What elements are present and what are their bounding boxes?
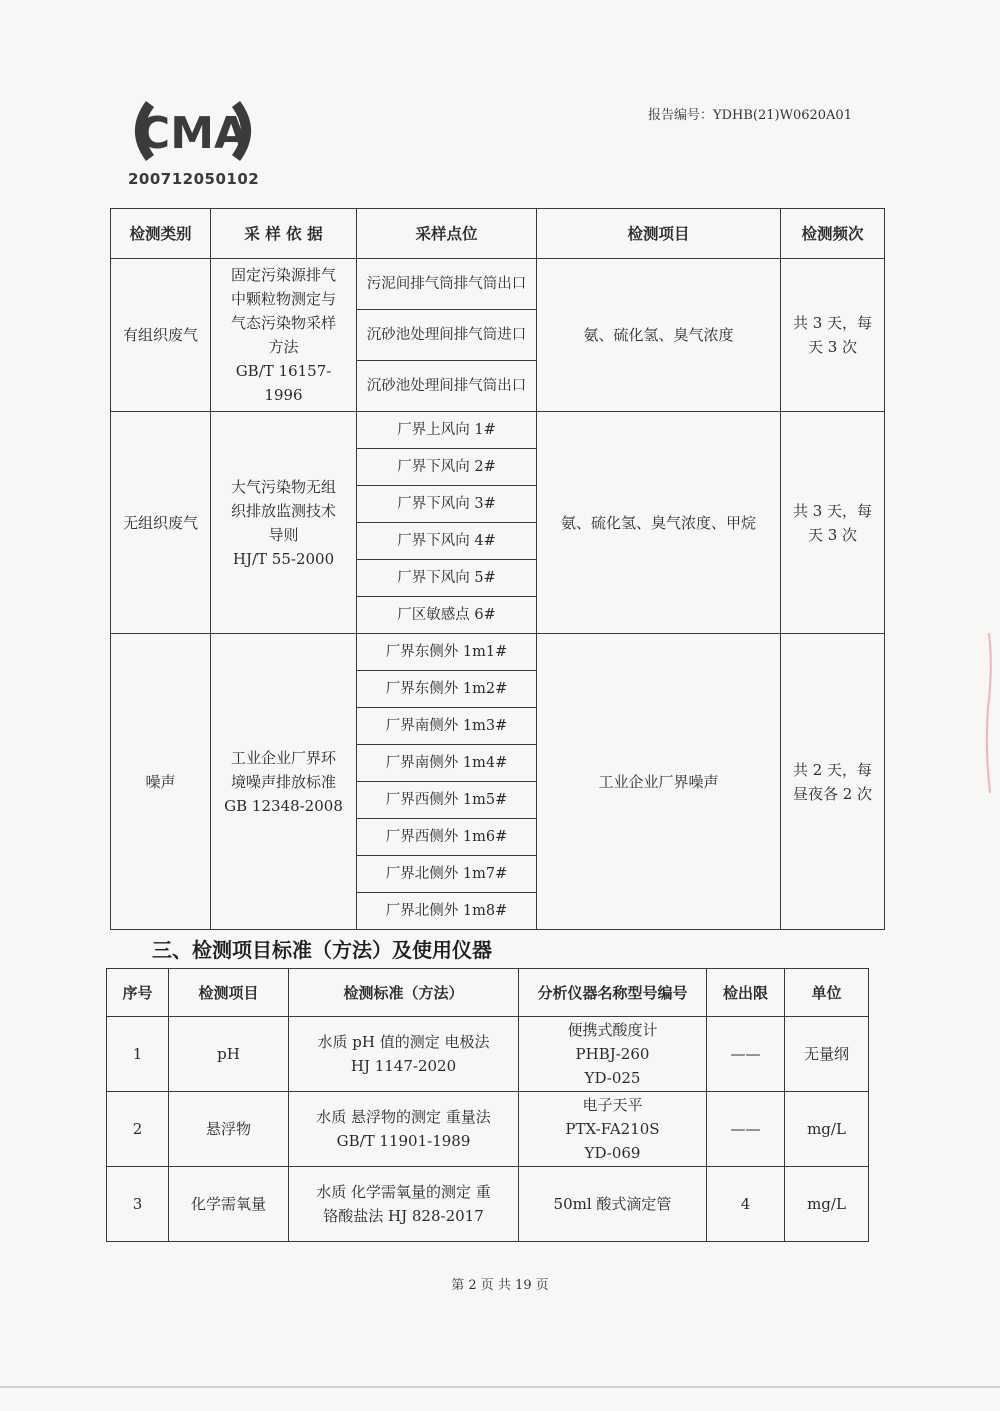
header-item: 检测项目 bbox=[169, 969, 289, 1017]
header-points: 采样点位 bbox=[357, 209, 537, 259]
header-limit: 检出限 bbox=[707, 969, 785, 1017]
table-row bbox=[107, 1017, 869, 1092]
category-cell: 噪声 bbox=[111, 634, 211, 930]
page-footer: 第 2 页 共 19 页 bbox=[451, 1278, 549, 1293]
header-standard: 检测标准（方法） bbox=[289, 969, 519, 1017]
point-cell: 厂区敏感点 6# bbox=[357, 597, 537, 634]
basis-cell: 工业企业厂界环 境噪声排放标准 GB 12348-2008 bbox=[211, 634, 357, 930]
point-cell: 厂界西侧外 1m6# bbox=[357, 819, 537, 856]
row-item: 化学需氧量 bbox=[169, 1167, 289, 1242]
header-items: 检测项目 bbox=[537, 209, 781, 259]
report-number-line bbox=[648, 104, 852, 123]
report-number: YDHB(21)W0620A01 bbox=[713, 108, 852, 123]
scan-edge-line bbox=[0, 1386, 1000, 1388]
sampling-table bbox=[110, 208, 885, 930]
row-instrument: 电子天平 PTX-FA210S YD-069 bbox=[519, 1092, 707, 1167]
row-instrument: 便携式酸度计 PHBJ-260 YD-025 bbox=[519, 1017, 707, 1092]
point-cell: 厂界北侧外 1m7# bbox=[357, 856, 537, 893]
row-limit: —— bbox=[707, 1017, 785, 1092]
point-cell: 厂界下风向 5# bbox=[357, 560, 537, 597]
cma-logo bbox=[128, 96, 258, 166]
cma-cert-number: 200712050102 bbox=[128, 170, 260, 188]
report-number-label: 报告编号： bbox=[648, 108, 714, 123]
point-cell: 沉砂池处理间排气筒出口 bbox=[357, 361, 537, 412]
row-standard: 水质 pH 值的测定 电极法 HJ 1147-2020 bbox=[289, 1017, 519, 1092]
cma-logo-text: CMA bbox=[137, 108, 249, 159]
row-standard: 水质 悬浮物的测定 重量法 GB/T 11901-1989 bbox=[289, 1092, 519, 1167]
category-cell: 有组织废气 bbox=[111, 259, 211, 412]
edge-stamp bbox=[982, 628, 996, 798]
basis-cell: 大气污染物无组 织排放监测技术 导则 HJ/T 55-2000 bbox=[211, 412, 357, 634]
row-item: pH bbox=[169, 1017, 289, 1092]
table-row bbox=[107, 1092, 869, 1167]
row-no: 1 bbox=[107, 1017, 169, 1092]
header-basis: 采 样 依 据 bbox=[211, 209, 357, 259]
row-no: 3 bbox=[107, 1167, 169, 1242]
header-no: 序号 bbox=[107, 969, 169, 1017]
header-instrument: 分析仪器名称型号编号 bbox=[519, 969, 707, 1017]
point-cell: 厂界南侧外 1m3# bbox=[357, 708, 537, 745]
header-unit: 单位 bbox=[785, 969, 869, 1017]
point-cell: 厂界下风向 2# bbox=[357, 449, 537, 486]
section-title: 三、检测项目标准（方法）及使用仪器 bbox=[152, 938, 492, 962]
items-cell: 氨、硫化氢、臭气浓度 bbox=[537, 259, 781, 412]
items-cell: 工业企业厂界噪声 bbox=[537, 634, 781, 930]
row-instrument: 50ml 酸式滴定管 bbox=[519, 1167, 707, 1242]
items-cell: 氨、硫化氢、臭气浓度、甲烷 bbox=[537, 412, 781, 634]
methods-table-header bbox=[107, 969, 869, 1017]
point-cell: 厂界东侧外 1m1# bbox=[357, 634, 537, 671]
row-no: 2 bbox=[107, 1092, 169, 1167]
header-frequency: 检测频次 bbox=[781, 209, 885, 259]
table-row bbox=[111, 634, 885, 671]
point-cell: 厂界上风向 1# bbox=[357, 412, 537, 449]
frequency-cell: 共 2 天，每昼夜各 2 次 bbox=[781, 634, 885, 930]
table-row bbox=[107, 1167, 869, 1242]
basis-cell: 固定污染源排气 中颗粒物测定与 气态污染物采样 方法 GB/T 16157-1996 bbox=[211, 259, 357, 412]
row-limit: 4 bbox=[707, 1167, 785, 1242]
frequency-cell: 共 3 天，每天 3 次 bbox=[781, 412, 885, 634]
table-row bbox=[111, 259, 885, 310]
header-category: 检测类别 bbox=[111, 209, 211, 259]
point-cell: 沉砂池处理间排气筒进口 bbox=[357, 310, 537, 361]
row-unit: 无量纲 bbox=[785, 1017, 869, 1092]
row-limit: —— bbox=[707, 1092, 785, 1167]
sampling-table-header bbox=[111, 209, 885, 259]
methods-table bbox=[106, 968, 869, 1242]
point-cell: 厂界南侧外 1m4# bbox=[357, 745, 537, 782]
row-unit: mg/L bbox=[785, 1092, 869, 1167]
point-cell: 厂界东侧外 1m2# bbox=[357, 671, 537, 708]
point-cell: 厂界西侧外 1m5# bbox=[357, 782, 537, 819]
table-row bbox=[111, 412, 885, 449]
point-cell: 厂界下风向 4# bbox=[357, 523, 537, 560]
row-unit: mg/L bbox=[785, 1167, 869, 1242]
point-cell: 污泥间排气筒排气筒出口 bbox=[357, 259, 537, 310]
row-standard: 水质 化学需氧量的测定 重 铬酸盐法 HJ 828-2017 bbox=[289, 1167, 519, 1242]
row-item: 悬浮物 bbox=[169, 1092, 289, 1167]
point-cell: 厂界下风向 3# bbox=[357, 486, 537, 523]
point-cell: 厂界北侧外 1m8# bbox=[357, 893, 537, 930]
frequency-cell: 共 3 天，每天 3 次 bbox=[781, 259, 885, 412]
category-cell: 无组织废气 bbox=[111, 412, 211, 634]
